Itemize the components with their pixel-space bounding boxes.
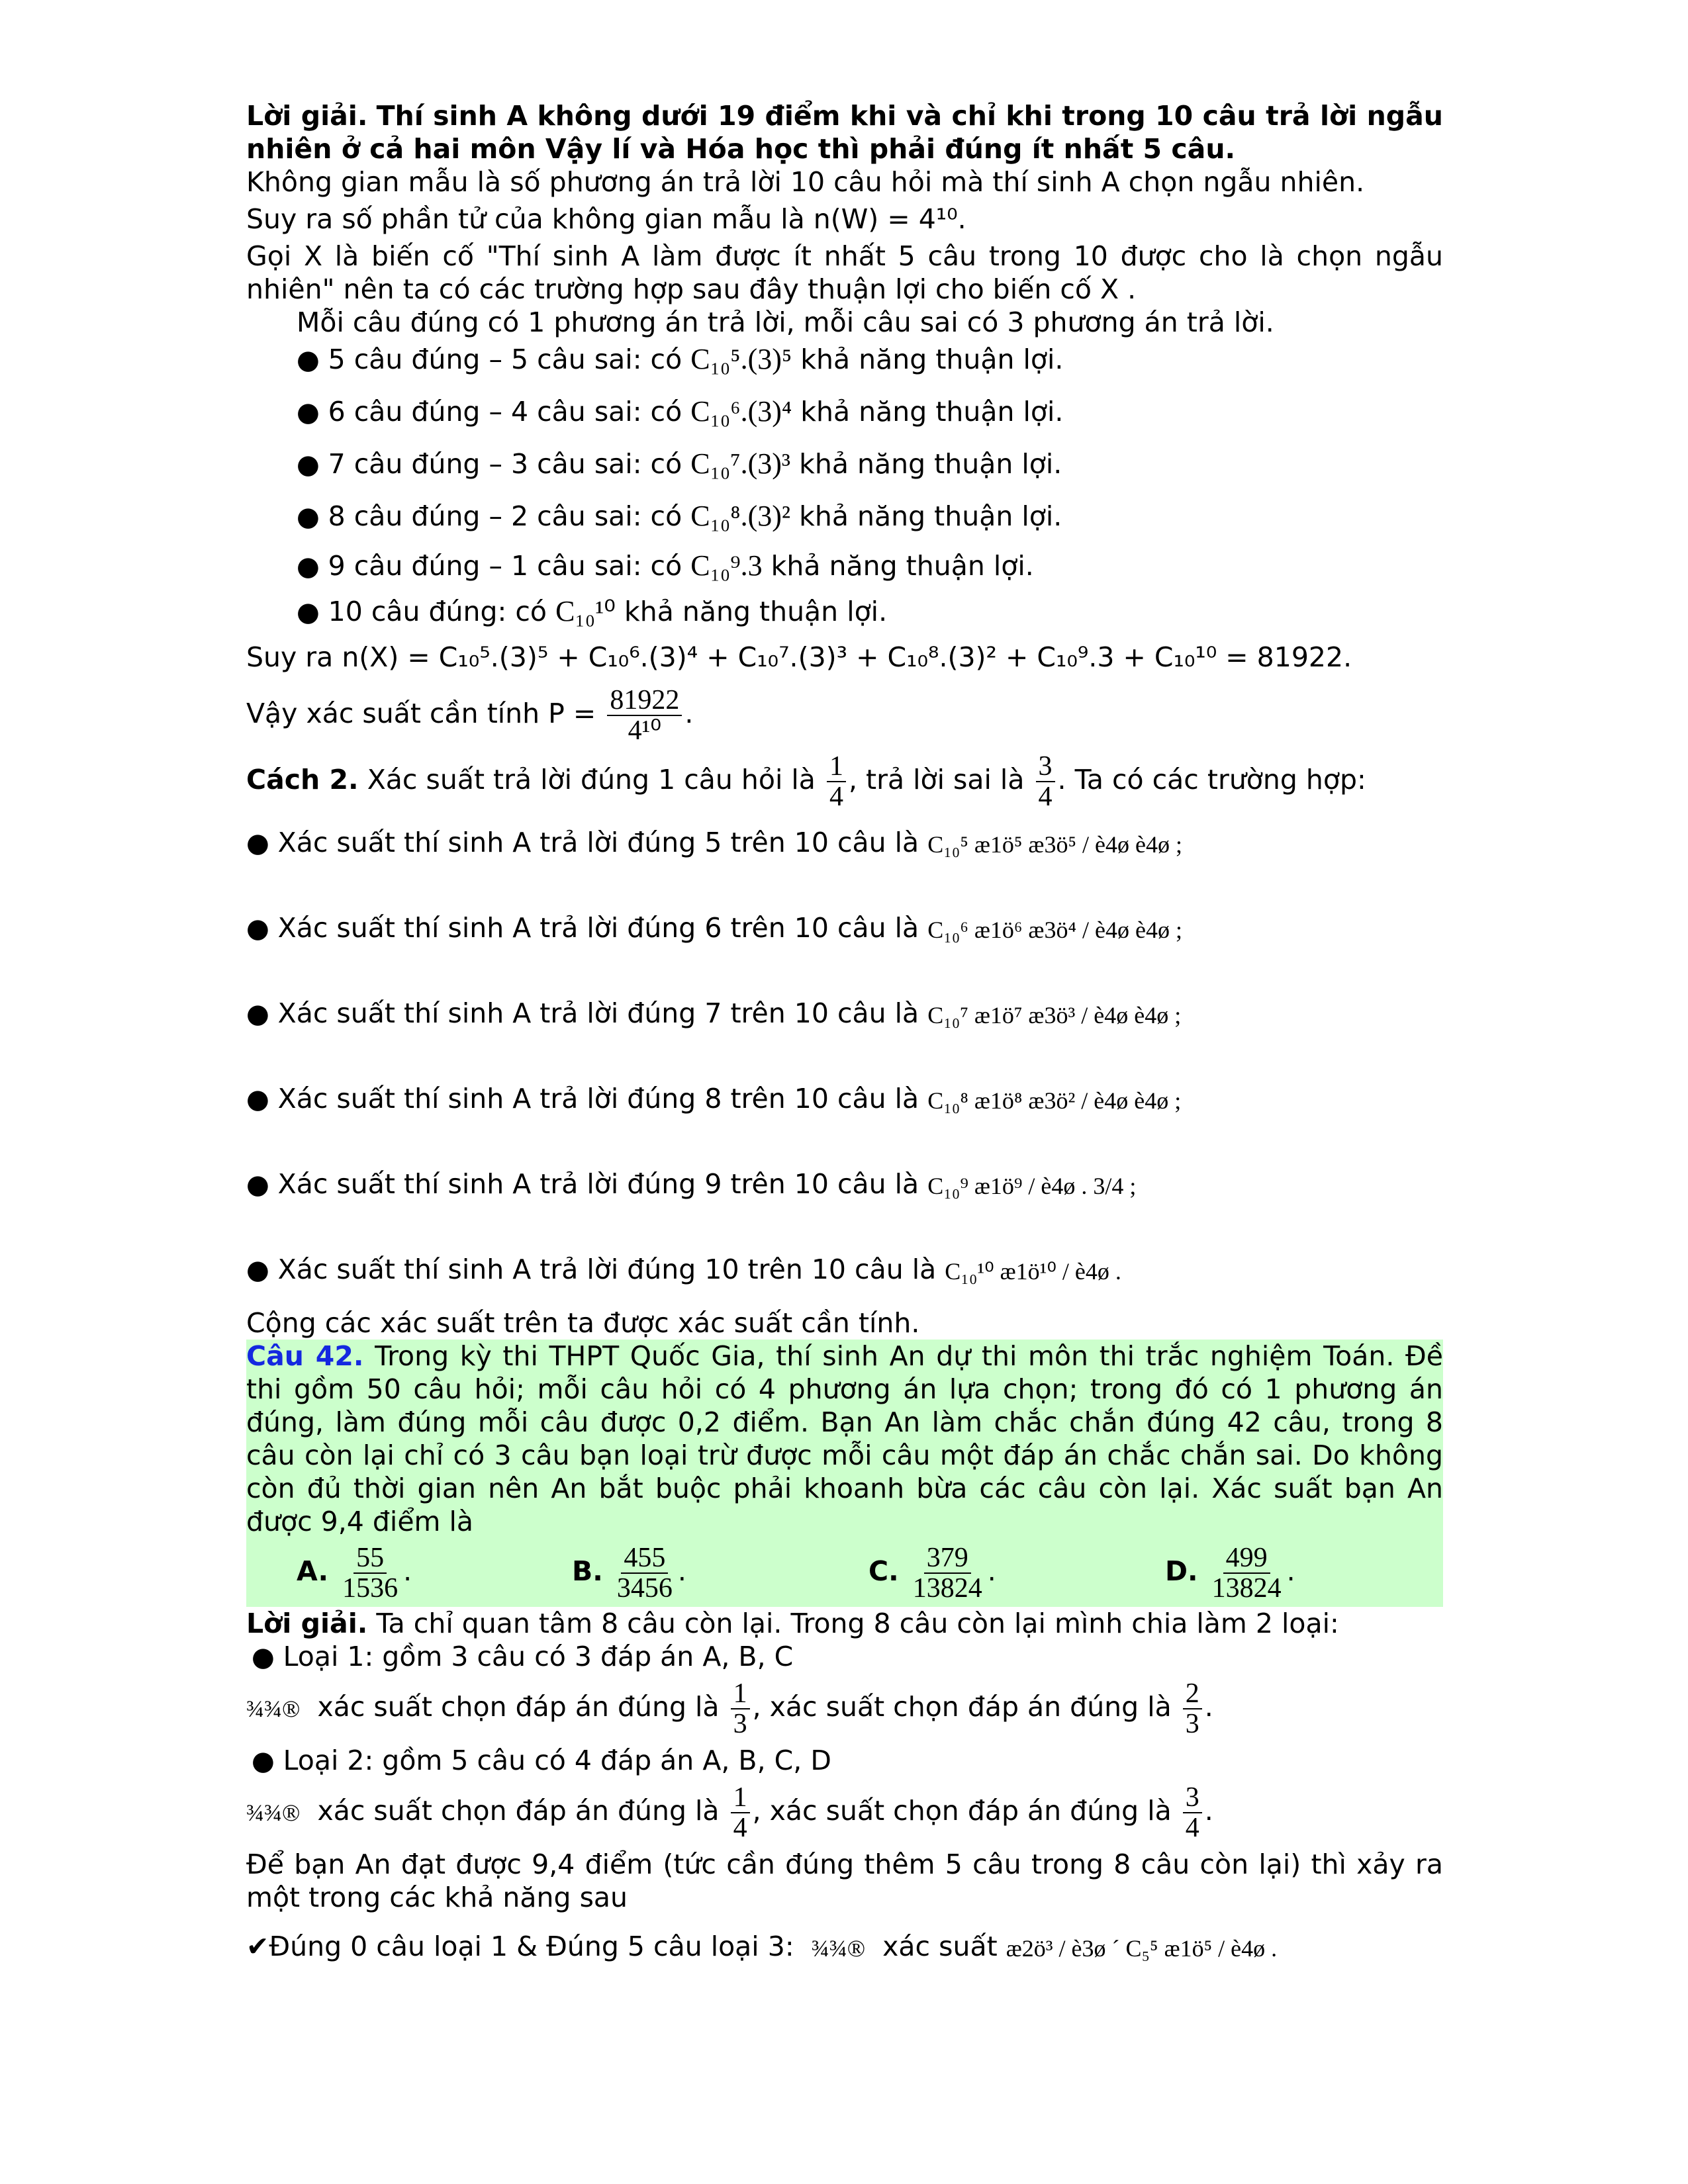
bullet-icon: ●	[252, 1746, 283, 1776]
fraction-denominator: 1536	[342, 1573, 399, 1604]
method2-label: Cách 2.	[246, 764, 359, 796]
case-pre: 9 câu đúng – 1 câu sai: có	[328, 550, 682, 582]
method2-text-b: , trả lời sai là	[848, 764, 1025, 796]
bullet-icon: ●	[297, 597, 328, 627]
case-post: khả năng thuận lợi.	[799, 500, 1062, 532]
case-pre: 10 câu đúng: có	[328, 596, 547, 627]
option-a[interactable]: A. $\frac{55}{1536}$ .	[297, 1543, 412, 1604]
case-item	[297, 500, 1443, 533]
fraction-denominator: 4	[1185, 1813, 1199, 1843]
fraction-denominator: 4	[733, 1813, 747, 1843]
case-post: khả năng thuận lợi.	[800, 343, 1064, 375]
last-case-pre: Đúng 0 câu loại 1 & Đúng 5 câu loại 3:	[269, 1931, 794, 1962]
method2-item	[246, 1253, 1443, 1287]
case-expr: C₁₀⁶.(3)⁴	[690, 395, 792, 428]
option-fraction	[1209, 1543, 1284, 1603]
fraction-denominator: 3	[1185, 1709, 1199, 1739]
fraction-numerator: 1	[731, 1679, 750, 1709]
type1-b-fraction	[1183, 1679, 1202, 1739]
fraction-numerator: 379	[924, 1543, 971, 1574]
method2-text-c: . Ta có các trường hợp:	[1057, 764, 1366, 796]
fraction-numerator: 3	[1036, 752, 1055, 782]
case-expr: C₁₀⁵.(3)⁵	[690, 343, 792, 375]
method2-items	[246, 826, 1443, 1287]
type1-prob-b: , xác suất chọn đáp án đúng là	[752, 1691, 1172, 1723]
fraction-numerator: 499	[1223, 1543, 1270, 1574]
fraction-numerator: 3	[1183, 1783, 1202, 1813]
option-fraction	[340, 1543, 400, 1603]
fraction-numerator: 1	[827, 752, 846, 782]
option-fraction	[910, 1543, 985, 1603]
method2-item	[246, 911, 1443, 945]
method2-item-expr: C₁₀⁷ æ1ö⁷ æ3ö³ / è4ø è4ø ;	[927, 1002, 1182, 1028]
bullet-icon: ●	[297, 449, 328, 480]
case-item	[297, 343, 1443, 377]
type2-text: Loại 2: gồm 5 câu có 4 đáp án A, B, C, D	[283, 1745, 831, 1776]
method2-item-text: Xác suất thí sinh A trả lời đúng 8 trên 10 câu là	[277, 1083, 919, 1115]
bullet-icon: ●	[252, 1642, 283, 1672]
probability-pre: Vậy xác suất cần tính P =	[246, 698, 596, 729]
method2-item-expr: C₁₀¹⁰ æ1ö¹⁰ / è4ø .	[945, 1258, 1121, 1285]
bullet-icon: ●	[246, 913, 278, 944]
case-post: khả năng thuận lợi.	[800, 396, 1064, 428]
bullet-icon: ●	[246, 1255, 278, 1285]
question42-label: Câu 42.	[246, 1340, 364, 1372]
case-item	[297, 549, 1443, 583]
method2-item-expr: C₁₀⁹ æ1ö⁹ / è4ø . 3/4 ;	[927, 1173, 1137, 1199]
method2-text-a: Xác suất trả lời đúng 1 câu hỏi là	[367, 764, 816, 796]
question42-options	[246, 1538, 1443, 1607]
last-case-line	[246, 1930, 1443, 1963]
option-letter: C.	[868, 1555, 899, 1587]
case-expr: C₁₀⁷.(3)³	[690, 447, 791, 480]
option-fraction	[614, 1543, 675, 1603]
event-definition: Gọi X là biến cố "Thí sinh A làm được ít nhất 5 câu trong 10 được cho là chọn ngẫu nhiên" nên ta có các trường hợp sau đây thuận lợi cho biến cố X .	[246, 240, 1443, 305]
fraction-denominator: 13824	[1211, 1573, 1282, 1604]
solution1-label: Lời giải.	[246, 100, 368, 132]
case-item	[297, 595, 1443, 629]
p-correct-fraction	[827, 752, 846, 811]
option-b[interactable]: B. $\frac{455}{3456}$ .	[572, 1543, 686, 1604]
bullet-icon: ●	[246, 1169, 278, 1200]
solution1-head-text: Thí sinh A không dưới 19 điểm khi và chỉ khi trong 10 câu trả lời ngẫu nhiên ở cả hai môn Vậy lí và Hóa học thì phải đúng ít nhất 5 câu.	[246, 100, 1443, 165]
case-pre: 5 câu đúng – 5 câu sai: có	[328, 343, 682, 375]
case-expr: C₁₀⁸.(3)²	[690, 500, 791, 532]
favorable-sum-line: Suy ra n(X) = C₁₀⁵.(3)⁵ + C₁₀⁶.(3)⁴ + C₁₀⁷.(3)³ + C₁₀⁸.(3)² + C₁₀⁹.3 + C₁₀¹⁰ = 81922.	[246, 641, 1352, 673]
case-post: khả năng thuận lợi.	[799, 448, 1062, 480]
case-item	[297, 447, 1443, 481]
fraction-numerator: 81922	[607, 686, 682, 716]
favorable-cases-list	[246, 343, 1443, 629]
option-letter: B.	[572, 1555, 603, 1587]
case-pre: 6 câu đúng – 4 câu sai: có	[328, 396, 682, 428]
type1-text: Loại 1: gồm 3 câu có 3 đáp án A, B, C	[283, 1641, 794, 1672]
case-expr: C₁₀¹⁰	[555, 595, 616, 627]
fraction-denominator: 4	[1038, 782, 1053, 812]
method2-item-expr: C₁₀⁸ æ1ö⁸ æ3ö² / è4ø è4ø ;	[927, 1087, 1182, 1114]
case-post: khả năng thuận lợi.	[771, 550, 1034, 582]
case-item	[297, 395, 1443, 429]
fraction-numerator: 455	[621, 1543, 668, 1574]
solution2-intro	[246, 1607, 1443, 1640]
option-d[interactable]: D. $\frac{499}{13824}$ .	[1165, 1543, 1295, 1604]
case-pre: 8 câu đúng – 2 câu sai: có	[328, 500, 682, 532]
method2-item-expr: C₁₀⁵ æ1ö⁵ æ3ö⁵ / è4ø è4ø ;	[927, 831, 1182, 858]
case-pre: 7 câu đúng – 3 câu sai: có	[328, 448, 682, 480]
fraction-denominator: 3456	[616, 1573, 673, 1604]
check-icon: ✔	[246, 1931, 269, 1962]
fraction-numerator: 2	[1183, 1679, 1202, 1709]
type1-prob-line: ¾¾® xác suất chọn đáp án đúng là $\frac{1}{3}$ , xác suất chọn đáp án đúng là $\frac{2}{3}$ .	[246, 1678, 1213, 1739]
sample-space-count-line: Suy ra số phần tử của không gian mẫu là n(W) = 4¹⁰.	[246, 203, 966, 235]
bullet-icon: ●	[297, 345, 328, 375]
fraction-denominator: 4¹⁰	[628, 715, 662, 746]
fraction-denominator: 4	[829, 782, 843, 812]
p-wrong-fraction	[1036, 752, 1055, 811]
question42-block	[246, 1340, 1443, 1607]
method2-item-text: Xác suất thí sinh A trả lời đúng 6 trên 10 câu là	[277, 912, 919, 944]
probability-fraction	[607, 686, 682, 745]
type2-prob-b: , xác suất chọn đáp án đúng là	[752, 1795, 1172, 1827]
type2-a-fraction	[731, 1783, 750, 1843]
option-c[interactable]: C. $\frac{379}{13824}$ .	[868, 1543, 996, 1604]
method2-item	[246, 997, 1443, 1030]
method2-item-text: Xác suất thí sinh A trả lời đúng 10 trên 10 câu là	[277, 1253, 937, 1285]
fraction-numerator: 55	[353, 1543, 387, 1574]
sample-space-line: Không gian mẫu là số phương án trả lời 10 câu hỏi mà thí sinh A chọn ngẫu nhiên.	[246, 166, 1365, 198]
bullet-icon: ●	[297, 502, 328, 532]
type2-line	[246, 1744, 1443, 1778]
method2-item	[246, 1167, 1443, 1201]
method2-item	[246, 1082, 1443, 1116]
last-case-expr: æ2ö³ / è3ø ´ C₅⁵ æ1ö⁵ / è4ø .	[1006, 1935, 1278, 1962]
option-letter: A.	[297, 1555, 329, 1587]
document-page	[246, 99, 1443, 1963]
solution1-header	[246, 99, 1443, 165]
method2-intro	[246, 752, 1443, 811]
type2-prob-line: ¾¾® xác suất chọn đáp án đúng là $\frac{1}{4}$ , xác suất chọn đáp án đúng là $\frac{3}{4}$ .	[246, 1782, 1213, 1843]
bullet-icon: ●	[297, 551, 328, 582]
fraction-numerator: 1	[731, 1783, 750, 1813]
bullet-icon: ●	[246, 828, 278, 858]
solution2-intro-text: Ta chỉ quan tâm 8 câu còn lại. Trong 8 câu còn lại mình chia làm 2 loại:	[376, 1608, 1339, 1639]
fraction-denominator: 3	[733, 1709, 747, 1739]
condition-text: Để bạn An đạt được 9,4 điểm (tức cần đúng thêm 5 câu trong 8 câu còn lại) thì xảy ra một trong các khả năng sau	[246, 1848, 1443, 1913]
method2-item-text: Xác suất thí sinh A trả lời đúng 7 trên 10 câu là	[277, 997, 919, 1029]
method2-conclusion: Cộng các xác suất trên ta được xác suất cần tính.	[246, 1307, 920, 1339]
question42-text: Trong kỳ thi THPT Quốc Gia, thí sinh An dự thi môn thi trắc nghiệm Toán. Đề thi gồm 50 câu hỏi; mỗi câu hỏi có 4 phương án lựa chọn; trong đó có 1 phương án đúng, làm đúng mỗi câu được 0,2 điểm. Bạn An làm chắc chắn đúng 42 câu, trong 8 câu còn lại chỉ có 3 câu bạn loại trừ được mỗi câu một đáp án chắc chắn sai. Do không còn đủ thời gian nên An bắt buộc phải khoanh bừa các câu còn lại. Xác suất bạn An được 9,4 điểm là	[246, 1340, 1443, 1537]
type1-prob-a: xác suất chọn đáp án đúng là	[317, 1691, 720, 1723]
bullet-icon: ●	[246, 999, 278, 1029]
type1-line	[246, 1640, 1443, 1674]
options-per-answer-line: Mỗi câu đúng có 1 phương án trả lời, mỗi câu sai có 3 phương án trả lời.	[297, 306, 1274, 338]
bullet-icon: ●	[297, 397, 328, 428]
case-expr: C₁₀⁹.3	[690, 549, 763, 582]
arrow-icon: ¾¾®	[246, 1696, 301, 1722]
arrow-icon: ¾¾®	[811, 1935, 866, 1962]
last-case-mid: xác suất	[882, 1931, 998, 1962]
option-letter: D.	[1165, 1555, 1198, 1587]
bullet-icon: ●	[246, 1084, 278, 1115]
method2-item-expr: C₁₀⁶ æ1ö⁶ æ3ö⁴ / è4ø è4ø ;	[927, 917, 1182, 943]
arrow-icon: ¾¾®	[246, 1799, 301, 1826]
solution2-label: Lời giải.	[246, 1608, 368, 1639]
question42-text-block	[246, 1340, 1443, 1538]
case-post: khả năng thuận lợi.	[624, 596, 888, 627]
type2-b-fraction	[1183, 1783, 1202, 1843]
type1-a-fraction	[731, 1679, 750, 1739]
method2-item-text: Xác suất thí sinh A trả lời đúng 5 trên 10 câu là	[277, 827, 919, 858]
method2-item-text: Xác suất thí sinh A trả lời đúng 9 trên 10 câu là	[277, 1168, 919, 1200]
type2-prob-a: xác suất chọn đáp án đúng là	[317, 1795, 720, 1827]
method2-item	[246, 826, 1443, 860]
probability-line: Vậy xác suất cần tính P = $\frac{81922}{\text{4¹⁰}}$ .	[246, 685, 694, 746]
fraction-denominator: 13824	[912, 1573, 982, 1604]
